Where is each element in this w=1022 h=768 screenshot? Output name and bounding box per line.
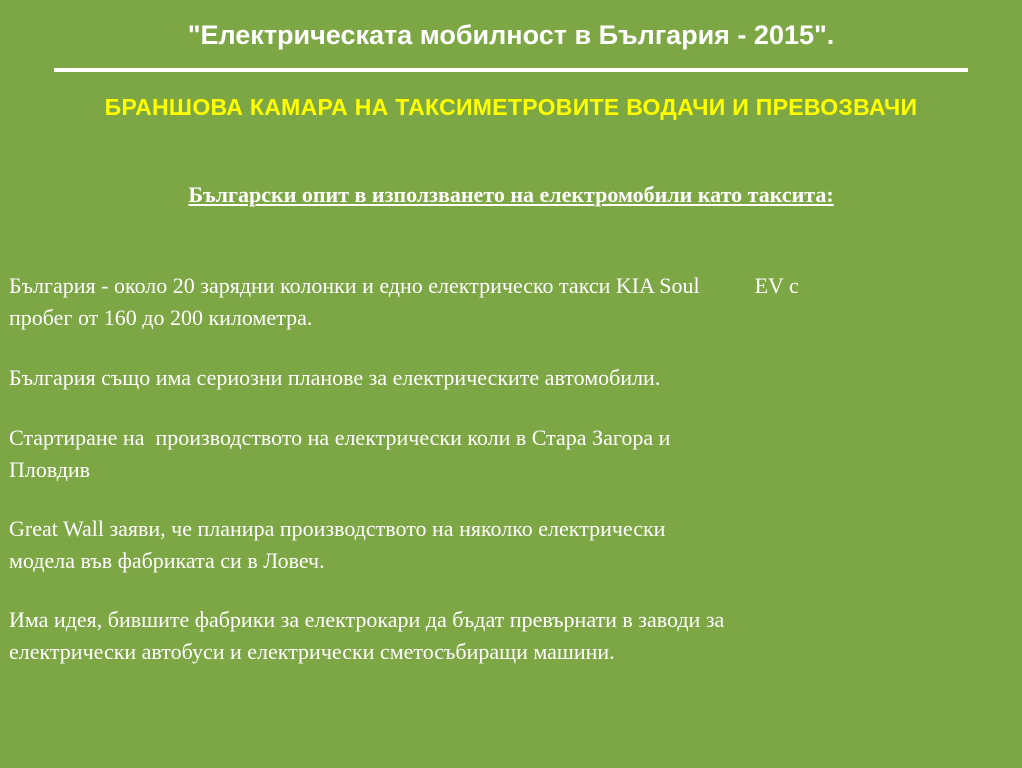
paragraph-factory-idea xyxy=(9,604,1009,668)
paragraph-line: пробег от 160 до 200 километра. xyxy=(9,305,313,330)
paragraph-line: Пловдив xyxy=(9,457,91,482)
title-divider xyxy=(54,68,968,72)
paragraph-line: България - около 20 зарядни колонки и едно електрическо такси KIA Soul EV с xyxy=(9,273,799,298)
section-heading: Български опит в използването на електромобили като таксита: xyxy=(188,182,834,207)
paragraph-plans xyxy=(9,362,1009,394)
paragraph-line: Стартиране на производството на електрически коли в Стара Загора и xyxy=(9,425,671,450)
paragraph-production-start xyxy=(9,422,1009,486)
paragraph-line: Great Wall заяви, че планира производството на няколко електрически xyxy=(9,516,666,541)
slide-title: "Електрическата мобилност в България - 2015". xyxy=(187,20,835,50)
paragraph-line: Има идея, бившите фабрики за електрокари да бъдат превърнати в заводи за xyxy=(9,607,725,632)
paragraph-line: България също има сериозни планове за електрическите автомобили. xyxy=(9,365,661,390)
paragraph-line: модела във фабриката си в Ловеч. xyxy=(9,548,325,573)
slide-subtitle: БРАНШОВА КАМАРА НА ТАКСИМЕТРОВИТЕ ВОДАЧИ И ПРЕВОЗВАЧИ xyxy=(104,94,918,120)
paragraph-great-wall xyxy=(9,513,1009,577)
paragraph-line: електрически автобуси и електрически сметосъбиращи машини. xyxy=(9,639,615,664)
paragraph-kia-soul-taxi xyxy=(9,270,1009,334)
